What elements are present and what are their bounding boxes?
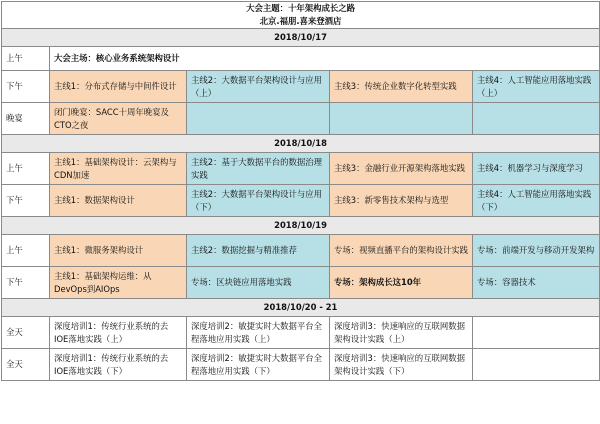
session-cell: 深度培训1：传统行业系统的去IOE落地实践（上） — [50, 317, 187, 349]
date-row — [2, 29, 600, 47]
session-cell: 专场：架构成长这10年 — [330, 267, 473, 299]
title-row — [2, 2, 600, 29]
session-cell: 主线2：大数据平台架构设计与应用（上） — [187, 71, 330, 103]
date-header: 2018/10/19 — [2, 217, 600, 235]
agenda-table — [1, 1, 600, 381]
slot-label: 上午 — [2, 153, 50, 185]
agenda-sheet — [1, 1, 599, 422]
date-header: 2018/10/20 - 21 — [2, 299, 600, 317]
session-cell: 主线1：分布式存储与中间件设计 — [50, 71, 187, 103]
schedule-row — [2, 349, 600, 381]
slot-label: 晚宴 — [2, 103, 50, 135]
session-cell: 闭门晚宴：SACC十周年晚宴及CTO之夜 — [50, 103, 187, 135]
session-cell: 专场：视频直播平台的架构设计实践 — [330, 235, 473, 267]
date-header: 2018/10/18 — [2, 135, 600, 153]
session-cell: 深度培训2：敏捷实时大数据平台全程落地应用实践（下） — [187, 349, 330, 381]
keynote-session: 大会主场：核心业务系统架构设计 — [50, 47, 600, 71]
conference-title — [2, 2, 600, 29]
session-cell: 主线1：基础架构运维：从DevOps到AIOps — [50, 267, 187, 299]
session-cell: 深度培训1：传统行业系统的去IOE落地实践（下） — [50, 349, 187, 381]
session-cell: 主线3：新零售技术架构与选型 — [330, 185, 473, 217]
session-cell: 深度培训3：快速响应的互联网数据架构设计实践（下） — [330, 349, 473, 381]
session-cell: 主线4：机器学习与深度学习 — [473, 153, 600, 185]
session-cell — [473, 317, 600, 349]
session-cell: 主线3：金融行业开源架构落地实践 — [330, 153, 473, 185]
schedule-row — [2, 153, 600, 185]
slot-label: 下午 — [2, 185, 50, 217]
theme-title: 大会主题：十年架构成长之路 — [246, 3, 355, 13]
date-row — [2, 135, 600, 153]
schedule-row — [2, 185, 600, 217]
slot-label: 上午 — [2, 47, 50, 71]
session-cell — [473, 103, 600, 135]
slot-label: 全天 — [2, 349, 50, 381]
session-cell: 主线3：传统企业数字化转型实践 — [330, 71, 473, 103]
slot-label: 全天 — [2, 317, 50, 349]
session-cell — [473, 349, 600, 381]
session-cell: 主线4：人工智能应用落地实践（上） — [473, 71, 600, 103]
session-cell: 深度培训3：快速响应的互联网数据架构设计实践（上） — [330, 317, 473, 349]
slot-label: 下午 — [2, 71, 50, 103]
session-cell: 主线2：基于大数据平台的数据治理实践 — [187, 153, 330, 185]
schedule-row — [2, 71, 600, 103]
session-cell: 深度培训2：敏捷实时大数据平台全程落地应用实践（上） — [187, 317, 330, 349]
session-cell — [330, 103, 473, 135]
session-cell: 主线1：微服务架构设计 — [50, 235, 187, 267]
schedule-row — [2, 267, 600, 299]
session-cell: 主线2：大数据平台架构设计与应用（下） — [187, 185, 330, 217]
session-cell: 主线1：基础架构设计：云架构与CDN加速 — [50, 153, 187, 185]
schedule-row — [2, 317, 600, 349]
session-cell: 专场：前端开发与移动开发架构 — [473, 235, 600, 267]
schedule-row — [2, 47, 600, 71]
date-header: 2018/10/17 — [2, 29, 600, 47]
venue-title: 北京.福朋.喜来登酒店 — [259, 16, 342, 26]
schedule-row — [2, 235, 600, 267]
session-cell: 专场：容器技术 — [473, 267, 600, 299]
session-cell: 专场：区块链应用落地实践 — [187, 267, 330, 299]
session-cell: 主线4：人工智能应用落地实践（下） — [473, 185, 600, 217]
session-cell: 主线2：数据挖掘与精准推荐 — [187, 235, 330, 267]
slot-label: 下午 — [2, 267, 50, 299]
session-cell — [187, 103, 330, 135]
date-row — [2, 299, 600, 317]
slot-label: 上午 — [2, 235, 50, 267]
session-cell: 主线1：数据架构设计 — [50, 185, 187, 217]
schedule-row — [2, 103, 600, 135]
date-row — [2, 217, 600, 235]
